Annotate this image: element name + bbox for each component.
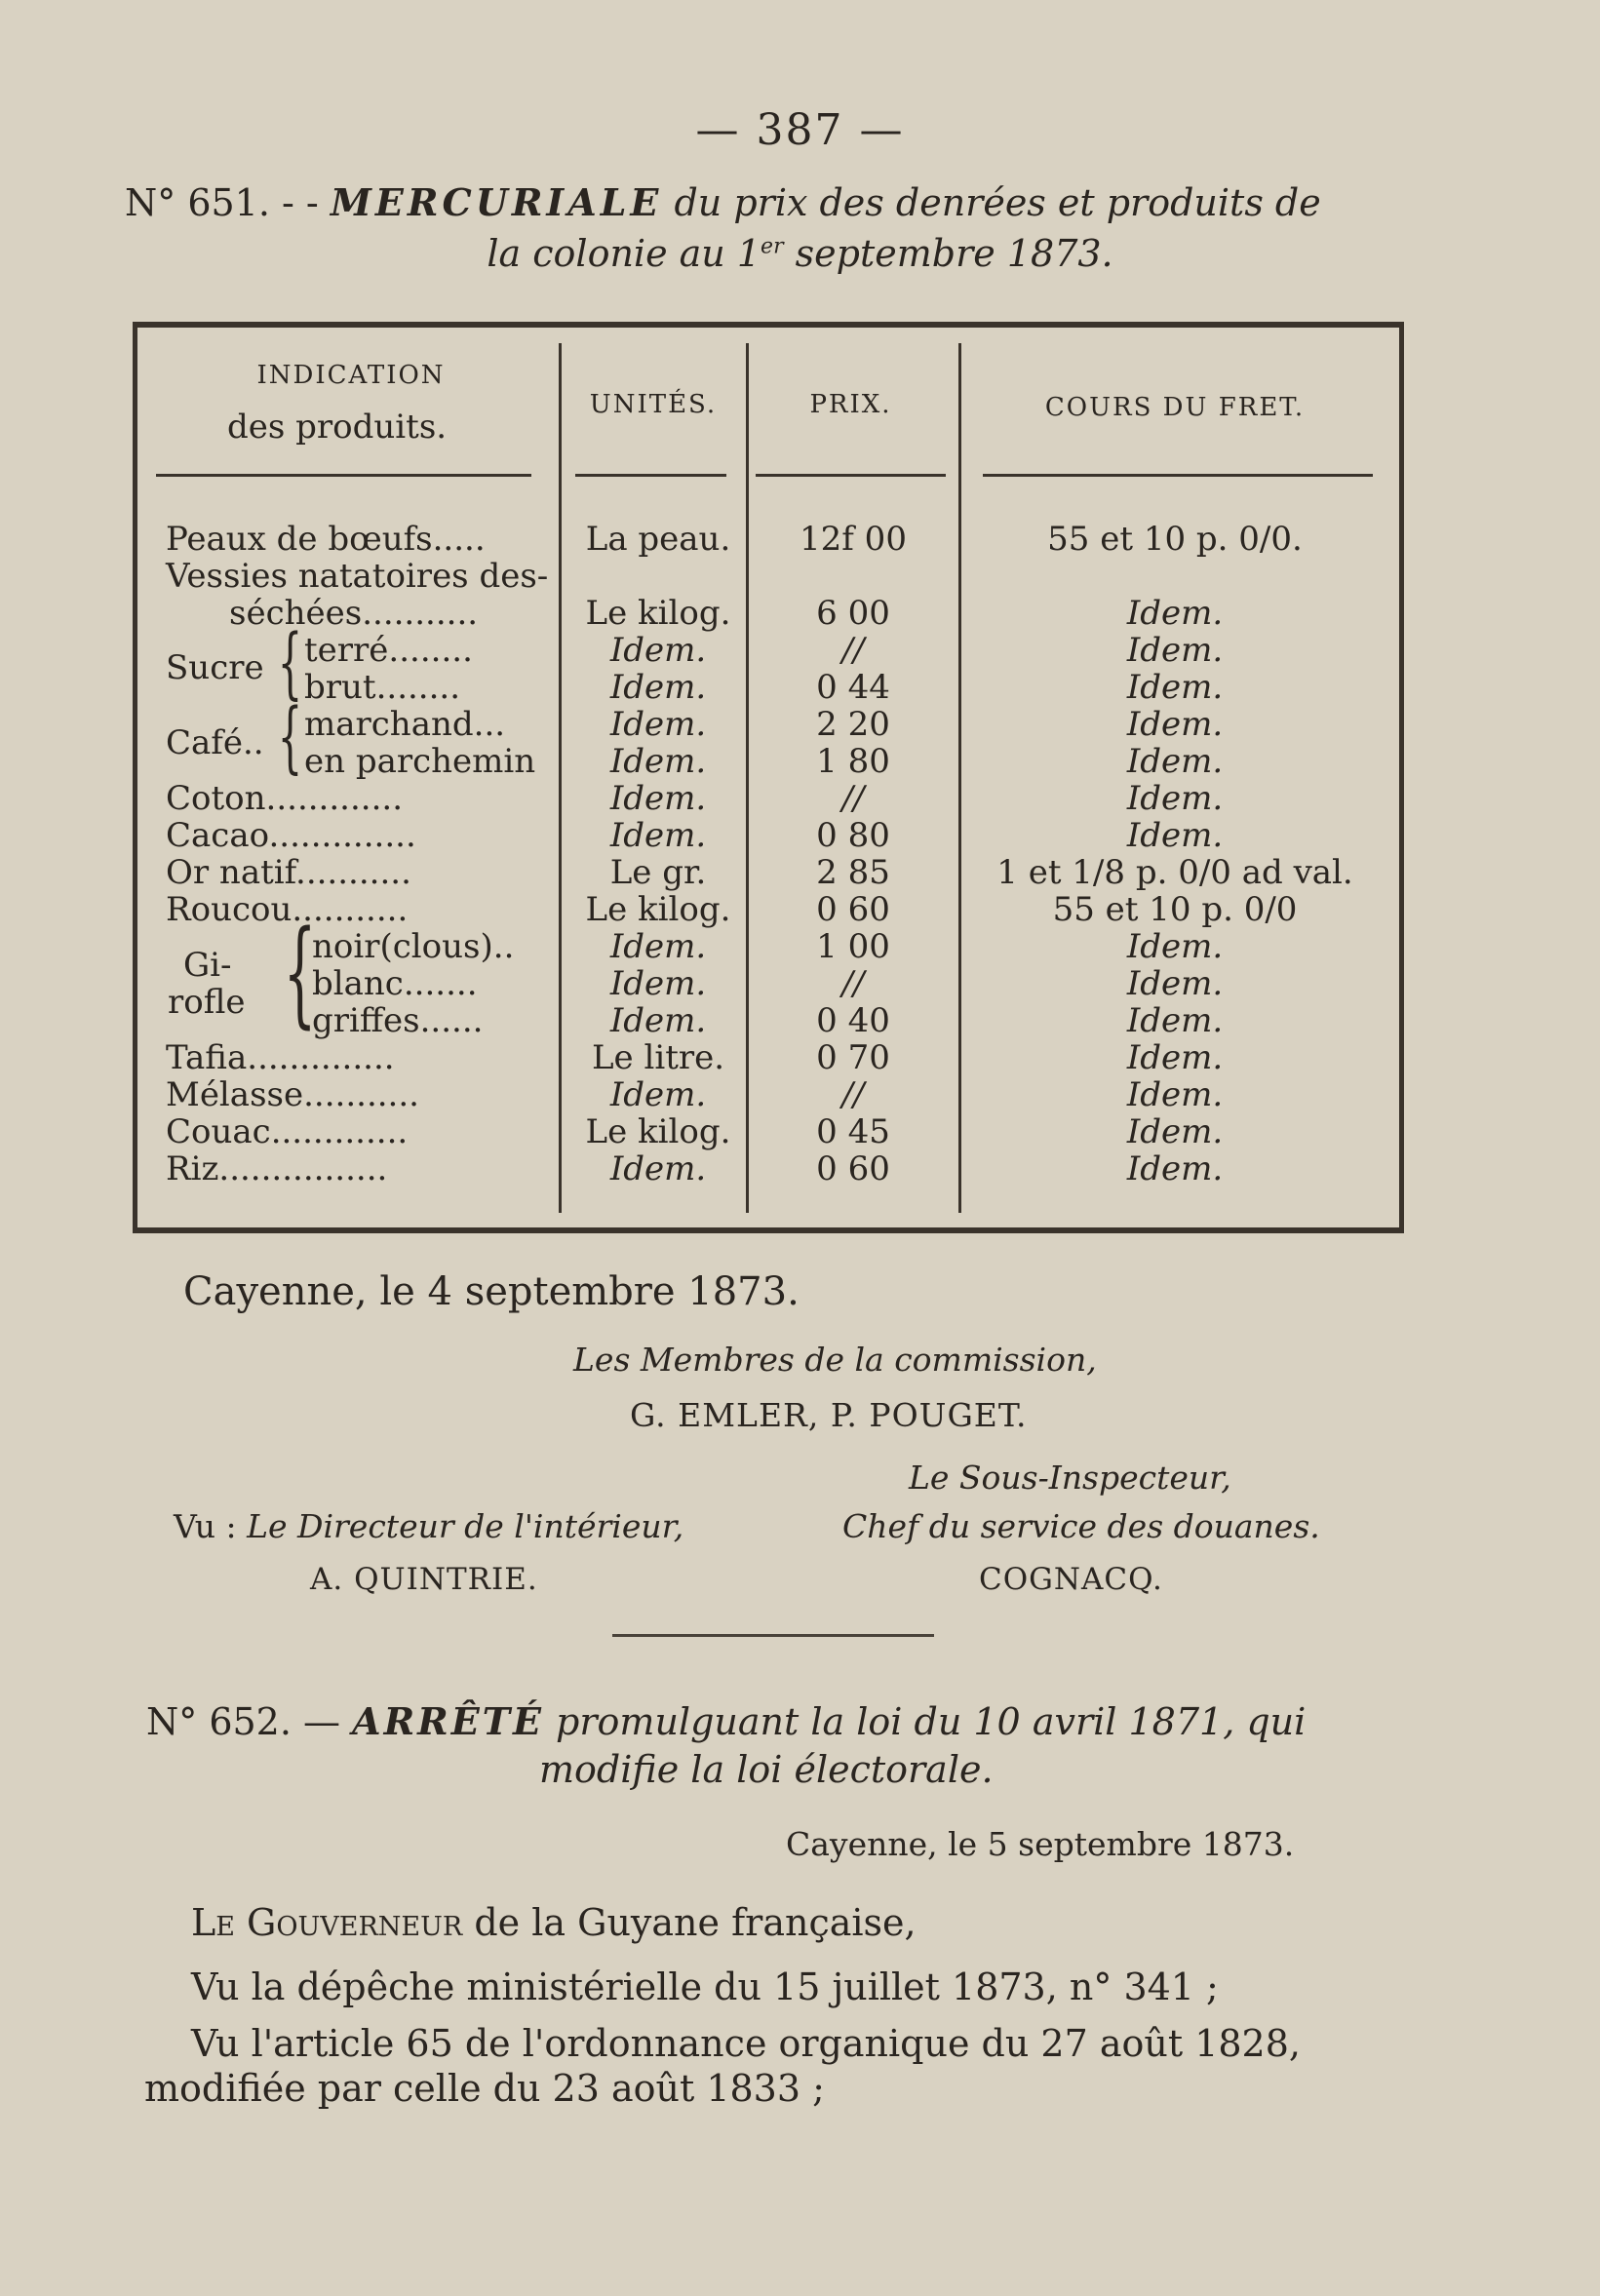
table-row <box>0 742 1600 779</box>
group-girofle-label-2: rofle <box>168 983 246 1022</box>
heading-rest: du prix des denrées et produits de <box>662 181 1321 224</box>
header-fret: COURS DU FRET. <box>1044 393 1306 422</box>
row-fret: Idem. <box>1126 1001 1224 1040</box>
row-prix: 0 45 <box>816 1112 890 1151</box>
row-unit: Idem. <box>609 705 707 744</box>
gouverneur-caps: Le Gouverneur <box>191 1901 463 1944</box>
header-rule-4 <box>983 474 1373 477</box>
row-label: Or natif........... <box>166 853 411 892</box>
row-fret: Idem. <box>1126 594 1224 633</box>
row-label: brut........ <box>304 668 461 707</box>
table-row <box>0 1075 1600 1112</box>
header-prix: PRIX. <box>809 390 892 419</box>
table-row <box>0 890 1600 927</box>
group-sucre-label: Sucre <box>166 648 264 687</box>
row-prix: // <box>841 964 865 1003</box>
next-rest: promulguant la loi du 10 avril 1871, qui <box>543 1700 1307 1743</box>
row-fret: Idem. <box>1126 705 1224 744</box>
row-fret: Idem. <box>1126 779 1224 818</box>
table-row <box>0 779 1600 816</box>
header-produits: des produits. <box>227 408 448 447</box>
row-unit: Idem. <box>609 668 707 707</box>
vu-line-2: Vu l'article 65 de l'ordonnance organique du 27 août 1828, <box>191 2022 1301 2065</box>
gouverneur-line <box>191 1901 917 1944</box>
row-prix: 6 00 <box>816 594 890 633</box>
next-heading <box>146 1699 1306 1743</box>
table-row <box>0 557 1600 594</box>
header-rule-2 <box>575 474 726 477</box>
header-rule-3 <box>756 474 946 477</box>
row-fret: 1 et 1/8 p. 0/0 ad val. <box>996 853 1353 892</box>
row-fret: Idem. <box>1126 927 1224 966</box>
row-fret: 55 et 10 p. 0/0 <box>1052 890 1298 929</box>
header-indication: INDICATION <box>256 361 446 390</box>
row-fret: Idem. <box>1126 1149 1224 1188</box>
place-date: Cayenne, le 4 septembre 1873. <box>183 1269 800 1314</box>
row-label: Tafia.............. <box>166 1038 395 1077</box>
row-prix: 0 80 <box>816 816 890 855</box>
row-fret: Idem. <box>1126 742 1224 781</box>
row-unit: Idem. <box>609 816 707 855</box>
row-unit: Idem. <box>609 631 707 670</box>
row-label: Cacao.............. <box>166 816 416 855</box>
row-unit: Idem. <box>609 742 707 781</box>
vu-line-3: modifiée par celle du 23 août 1833 ; <box>144 2067 825 2110</box>
row-fret: Idem. <box>1126 816 1224 855</box>
row-fret: Idem. <box>1126 964 1224 1003</box>
row-label: noir(clous).. <box>312 927 515 966</box>
directeur-name: A. QUINTRIE. <box>310 1562 538 1597</box>
row-label: griffes...... <box>312 1001 484 1040</box>
row-unit: Idem. <box>609 1075 707 1114</box>
members-names: G. EMLER, P. POUGET. <box>630 1396 1028 1434</box>
table-row <box>0 964 1600 1001</box>
row-prix: 2 85 <box>816 853 890 892</box>
next-heading-line2: modifie la loi électorale. <box>539 1748 994 1791</box>
row-unit: Le kilog. <box>585 890 731 929</box>
row-prix: // <box>841 1075 865 1114</box>
row-fret: 55 et 10 p. 0/0. <box>1047 520 1303 559</box>
row-label: Peaux de bœufs..... <box>166 520 486 559</box>
row-fret: Idem. <box>1126 631 1224 670</box>
row-prix: 1 00 <box>816 927 890 966</box>
row-fret: Idem. <box>1126 1075 1224 1114</box>
heading-line2-a: la colonie au 1 <box>487 232 761 275</box>
row-unit: Idem. <box>609 779 707 818</box>
row-label: séchées........... <box>229 594 479 633</box>
row-label: blanc....... <box>312 964 478 1003</box>
row-label: Roucou........... <box>166 890 409 929</box>
next-date: Cayenne, le 5 septembre 1873. <box>786 1825 1295 1863</box>
table-row <box>0 853 1600 890</box>
table-row <box>0 520 1600 557</box>
row-label: terré........ <box>304 631 473 670</box>
header-rule-1 <box>156 474 531 477</box>
table-row <box>0 705 1600 742</box>
header-unites: UNITÉS. <box>589 390 718 419</box>
sous-inspecteur: Le Sous-Inspecteur, <box>909 1459 1231 1497</box>
table-row <box>0 1112 1600 1149</box>
row-unit: Idem. <box>609 964 707 1003</box>
row-fret: Idem. <box>1126 1112 1224 1151</box>
row-prix: 0 60 <box>816 1149 890 1188</box>
row-fret: Idem. <box>1126 668 1224 707</box>
section-separator <box>612 1634 934 1637</box>
heading-caps: MERCURIALE <box>330 180 663 224</box>
vu-directeur <box>174 1507 683 1545</box>
row-unit: Le litre. <box>591 1038 725 1077</box>
row-unit: Idem. <box>609 927 707 966</box>
table-row <box>0 668 1600 705</box>
table-row <box>0 1001 1600 1038</box>
group-cafe-label: Café.. <box>166 723 264 762</box>
heading-number: N° 651. - - <box>125 181 331 224</box>
directeur-title: Le Directeur de l'intérieur, <box>247 1507 684 1545</box>
chef-douanes: Chef du service des douanes. <box>842 1507 1320 1545</box>
group-girofle-label-1: Gi- <box>183 946 232 985</box>
row-unit: Idem. <box>609 1001 707 1040</box>
section-heading <box>125 180 1321 224</box>
page-number: — 387 — <box>695 105 905 155</box>
row-label: Riz................ <box>166 1149 388 1188</box>
group-girofle-brace: { <box>283 905 317 1039</box>
row-prix: 0 40 <box>816 1001 890 1040</box>
next-caps: ARRÊTÉ <box>352 1699 544 1743</box>
row-prix: 0 44 <box>816 668 890 707</box>
gouverneur-rest: de la Guyane française, <box>462 1901 917 1944</box>
row-prix: 2 20 <box>816 705 890 744</box>
table-row <box>0 1149 1600 1187</box>
next-number: N° 652. — <box>146 1700 353 1743</box>
chef-name: COGNACQ. <box>979 1562 1163 1597</box>
table-row <box>0 594 1600 631</box>
heading-line2-sup: er <box>761 234 784 259</box>
row-label: en parchemin <box>304 742 536 781</box>
vu-prefix: Vu : <box>174 1507 248 1545</box>
row-label: Vessies natatoires des- <box>166 557 549 596</box>
table-row <box>0 816 1600 853</box>
vu-line-1: Vu la dépêche ministérielle du 15 juillet 1873, n° 341 ; <box>191 1965 1219 2008</box>
row-unit: Le kilog. <box>585 1112 731 1151</box>
group-sucre-brace: { <box>277 617 303 708</box>
row-fret: Idem. <box>1126 1038 1224 1077</box>
table-row <box>0 927 1600 964</box>
table-row <box>0 1038 1600 1075</box>
group-cafe-brace: { <box>277 691 303 782</box>
row-prix: // <box>841 779 865 818</box>
row-label: Couac............. <box>166 1112 409 1151</box>
row-label: Mélasse........... <box>166 1075 419 1114</box>
row-label: marchand... <box>304 705 506 744</box>
table-row <box>0 631 1600 668</box>
row-unit: Idem. <box>609 1149 707 1188</box>
heading-line2-b: septembre 1873. <box>783 232 1113 275</box>
row-prix: 12f 00 <box>800 520 907 559</box>
row-label: Coton............. <box>166 779 404 818</box>
members-label: Les Membres de la commission, <box>573 1341 1097 1379</box>
row-prix: 0 70 <box>816 1038 890 1077</box>
row-prix: 1 80 <box>816 742 890 781</box>
row-prix: // <box>841 631 865 670</box>
row-unit: Le gr. <box>609 853 707 892</box>
row-prix: 0 60 <box>816 890 890 929</box>
section-heading-line2 <box>0 232 1600 275</box>
row-unit: La peau. <box>585 520 731 559</box>
row-unit: Le kilog. <box>585 594 731 633</box>
